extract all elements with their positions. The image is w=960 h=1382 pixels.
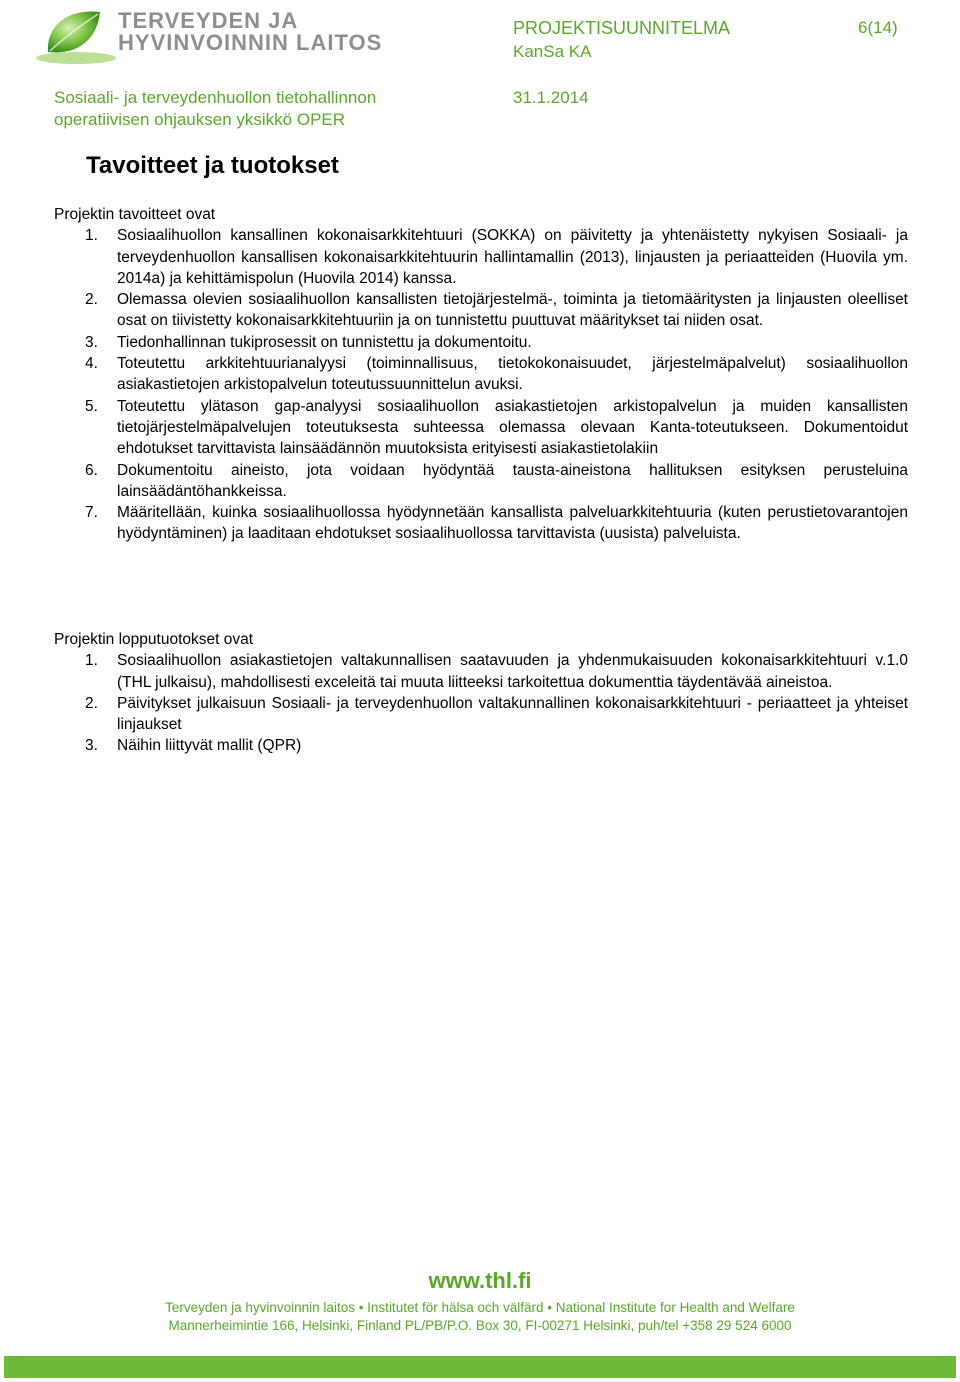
list-text: Tiedonhallinnan tukiprosessit on tunnistettu ja dokumentoitu. xyxy=(117,333,532,351)
list-number: 1. xyxy=(85,227,98,245)
list-item xyxy=(54,332,908,353)
list-text: Sosiaalihuollon kansallinen kokonaisarkkitehtuuri (SOKKA) on päivitetty ja yhtenäistetty nykyisen Sosiaali- ja terveydenhuollon kansallisen kokonaisarkkitehtuurin hallintamallin (2013), linjausten ja periaatteiden (Huovila ym. 2014a) ja kehittämispolun (Huovila 2014) kanssa. xyxy=(117,227,908,287)
list-number: 2. xyxy=(85,694,98,712)
section-title: Tavoitteet ja tuotokset xyxy=(86,152,339,179)
list-item xyxy=(54,289,908,332)
list-item xyxy=(54,502,908,545)
website-link[interactable]: www.thl.fi xyxy=(428,1268,532,1293)
goals-section xyxy=(54,204,908,545)
outputs-lead: Projektin lopputuotokset ovat xyxy=(54,631,254,648)
list-number: 3. xyxy=(85,333,98,351)
project-name: KanSa KA xyxy=(513,42,592,61)
goals-lead: Projektin tavoitteet ovat xyxy=(54,206,216,223)
list-number: 2. xyxy=(85,291,98,309)
list-item xyxy=(54,460,908,503)
list-item xyxy=(54,353,908,396)
list-text: Olemassa olevien sosiaalihuollon kansallisten tietojärjestelmä-, toiminta ja tietomääritysten ja linjausten oleelliset osat on tiivistetty kokonaisarkkitehtuuriin ja on tunnistettu puuttuvat määritykset tai niiden osat. xyxy=(117,291,908,330)
list-number: 1. xyxy=(85,652,98,670)
list-number: 7. xyxy=(85,504,98,522)
list-item xyxy=(54,396,908,460)
list-number: 3. xyxy=(85,737,98,755)
list-text: Dokumentoitu aineisto, jota voidaan hyödyntää tausta-aineistona hallituksen esityksen perusteluina lainsäädäntöhankkeissa. xyxy=(117,461,908,500)
list-item xyxy=(54,650,908,693)
list-number: 5. xyxy=(85,397,98,415)
org-name-line1: TERVEYDEN JA xyxy=(118,8,299,33)
org-name-line2: HYVINVOINNIN LAITOS xyxy=(118,30,383,55)
list-text: Toteutettu arkkitehtuurianalyysi (toiminnallisuus, tietokokonaisuudet, järjestelmäpalvelut) sosiaalihuollon asiakastietojen arkistopalvelun toteutussuunnittelun avuksi. xyxy=(117,355,908,394)
outputs-list xyxy=(54,650,908,756)
list-text: Toteutettu ylätason gap-analyysi sosiaalihuollon asiakastietojen arkistopalvelun ja muiden kansallisten tietojärjestelmäpalvelujen toteutuksesta suhteessa olemassa olevaan Kanta-toteutukseen. Dokumentoidut ehdotukset tarvittavista lainsäädännön muutoksista erityisesti asiakastietolakiin xyxy=(117,397,908,458)
list-item xyxy=(54,735,908,756)
list-item xyxy=(54,693,908,736)
document-date: 31.1.2014 xyxy=(513,88,589,107)
list-number: 4. xyxy=(85,355,98,373)
outputs-section xyxy=(54,629,908,757)
unit-line-1: Sosiaali- ja terveydenhuollon tietohallinnon xyxy=(54,88,377,107)
list-item xyxy=(54,225,908,289)
goals-list xyxy=(54,225,908,544)
list-text: Määritellään, kuinka sosiaalihuollossa hyödynnetään kansallista palveluarkkitehtuuria (kuten perustietovarantojen hyödyntäminen) ja laaditaan ehdotukset sosiaalihuollossa tarvittavista (uusista) palveluista. xyxy=(117,504,908,543)
unit-line-2: operatiivisen ohjauksen yksikkö OPER xyxy=(54,110,346,129)
footer-line-1: Terveyden ja hyvinvoinnin laitos • Institutet för hälsa och välfärd • National Institute for Health and Welfare xyxy=(165,1300,795,1315)
list-text: Sosiaalihuollon asiakastietojen valtakunnallisen saatavuuden ja yhdenmukaisuuden kokonaisarkkitehtuuri v.1.0 (THL julkaisu), mahdollisesti exceleitä tai muuta liitteeksi tarkoitettua dokumenttia täydentävää aineistoa. xyxy=(117,652,908,691)
page-number: 6(14) xyxy=(858,18,898,37)
footer-bar xyxy=(4,1356,956,1378)
org-name xyxy=(118,10,382,54)
footer-line-2: Mannerheimintie 166, Helsinki, Finland PL/PB/P.O. Box 30, FI-00271 Helsinki, puh/tel +358 29 524 6000 xyxy=(168,1318,792,1333)
list-number: 6. xyxy=(85,461,98,479)
list-text: Näihin liittyvät mallit (QPR) xyxy=(117,737,302,755)
leaf-logo-icon xyxy=(28,6,118,66)
document-type: PROJEKTISUUNNITELMA xyxy=(513,18,731,38)
list-text: Päivitykset julkaisuun Sosiaali- ja terveydenhuollon valtakunnallinen kokonaisarkkitehtuuri - periaatteet ja yhteiset linjaukset xyxy=(117,694,908,734)
